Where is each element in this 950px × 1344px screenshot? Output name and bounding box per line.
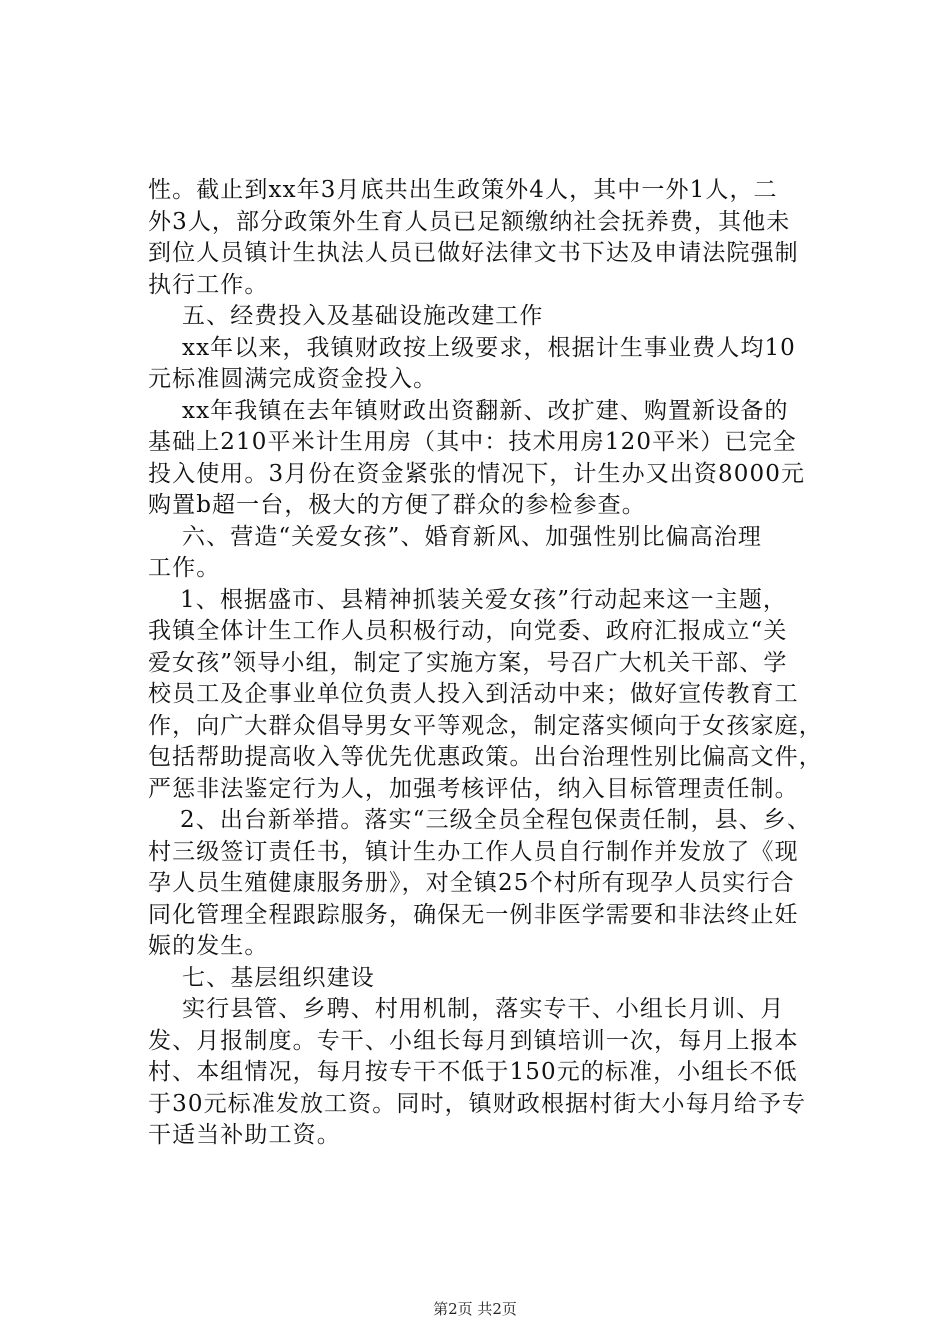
text-line: 性。截止到xx年3月底共出生政策外4人，其中一外1人，二 bbox=[148, 177, 778, 203]
text-line: 于30元标准发放工资。同时，镇财政根据村街大小每月给予专 bbox=[148, 1090, 807, 1117]
text-line: 执行工作。 bbox=[148, 271, 269, 298]
text-line: 包括帮助提高收入等优先优惠政策。出台治理性别比偏高文件， bbox=[148, 744, 823, 770]
section-heading-cont: 工作。 bbox=[148, 555, 221, 581]
section-heading: 六、营造“关爱女孩”、婚育新风、加强性别比偏高治理 bbox=[182, 523, 763, 550]
text-line: 娠的发生。 bbox=[148, 933, 269, 959]
text-line: xx年以来，我镇财政按上级要求，根据计生事业费人均10 bbox=[182, 334, 796, 361]
text-line: 购置b超一台，极大的方便了群众的参检参查。 bbox=[148, 492, 646, 518]
text-line: 基础上210平米计生用房（其中：技术用房120平米）已完全 bbox=[148, 429, 797, 455]
text-line: 村三级签订责任书，镇计生办工作人员自行制作并发放了《现 bbox=[148, 838, 799, 865]
text-line: 到位人员镇计生执法人员已做好法律文书下达及申请法院强制 bbox=[148, 240, 799, 266]
text-line: 投入使用。3月份在资金紧张的情况下，计生办又出资8000元 bbox=[148, 460, 806, 487]
text-line: 干适当补助工资。 bbox=[148, 1122, 341, 1148]
text-line: 发、月报制度。专干、小组长每月到镇培训一次，每月上报本 bbox=[148, 1027, 799, 1054]
text-line: 同化管理全程跟踪服务，确保无一例非医学需要和非法终止妊 bbox=[148, 901, 799, 928]
text-line: 爱女孩”领导小组，制定了实施方案，号召广大机关干部、学 bbox=[148, 649, 788, 676]
text-line: 校员工及企事业单位负责人投入到活动中来；做好宣传教育工 bbox=[148, 681, 799, 707]
text-line: 村、本组情况，每月按专干不低于150元的标准，小组长不低 bbox=[148, 1059, 798, 1085]
text-line: xx年我镇在去年镇财政出资翻新、改扩建、购置新设备的 bbox=[182, 397, 789, 424]
document-body bbox=[148, 175, 838, 1152]
text-line: 严惩非法鉴定行为人，加强考核评估，纳入目标管理责任制。 bbox=[148, 775, 799, 802]
text-line: 实行县管、乡聘、村用机制，落实专干、小组长月训、月 bbox=[182, 996, 785, 1022]
section-heading: 五、经费投入及基础设施改建工作 bbox=[182, 303, 544, 329]
text-line: 作，向广大群众倡导男女平等观念，制定落实倾向于女孩家庭， bbox=[148, 712, 823, 739]
text-line: 孕人员生殖健康服务册》，对全镇25个村所有现孕人员实行合 bbox=[148, 870, 795, 896]
text-line: 元标准圆满完成资金投入。 bbox=[148, 366, 438, 392]
page-number-footer: 第2页 共2页 bbox=[433, 1300, 517, 1318]
text-line: 2、出台新举措。落实“三级全员全程包保责任制，县、乡、 bbox=[180, 807, 812, 833]
text-line: 外3人，部分政策外生育人员已足额缴纳社会抚养费，其他未 bbox=[148, 208, 791, 235]
text-line: 1、根据盛市、县精神抓装关爱女孩”行动起来这一主题， bbox=[180, 586, 787, 613]
text-line: 我镇全体计生工作人员积极行动，向党委、政府汇报成立“关 bbox=[148, 618, 788, 644]
section-heading: 七、基层组织建设 bbox=[182, 964, 375, 991]
